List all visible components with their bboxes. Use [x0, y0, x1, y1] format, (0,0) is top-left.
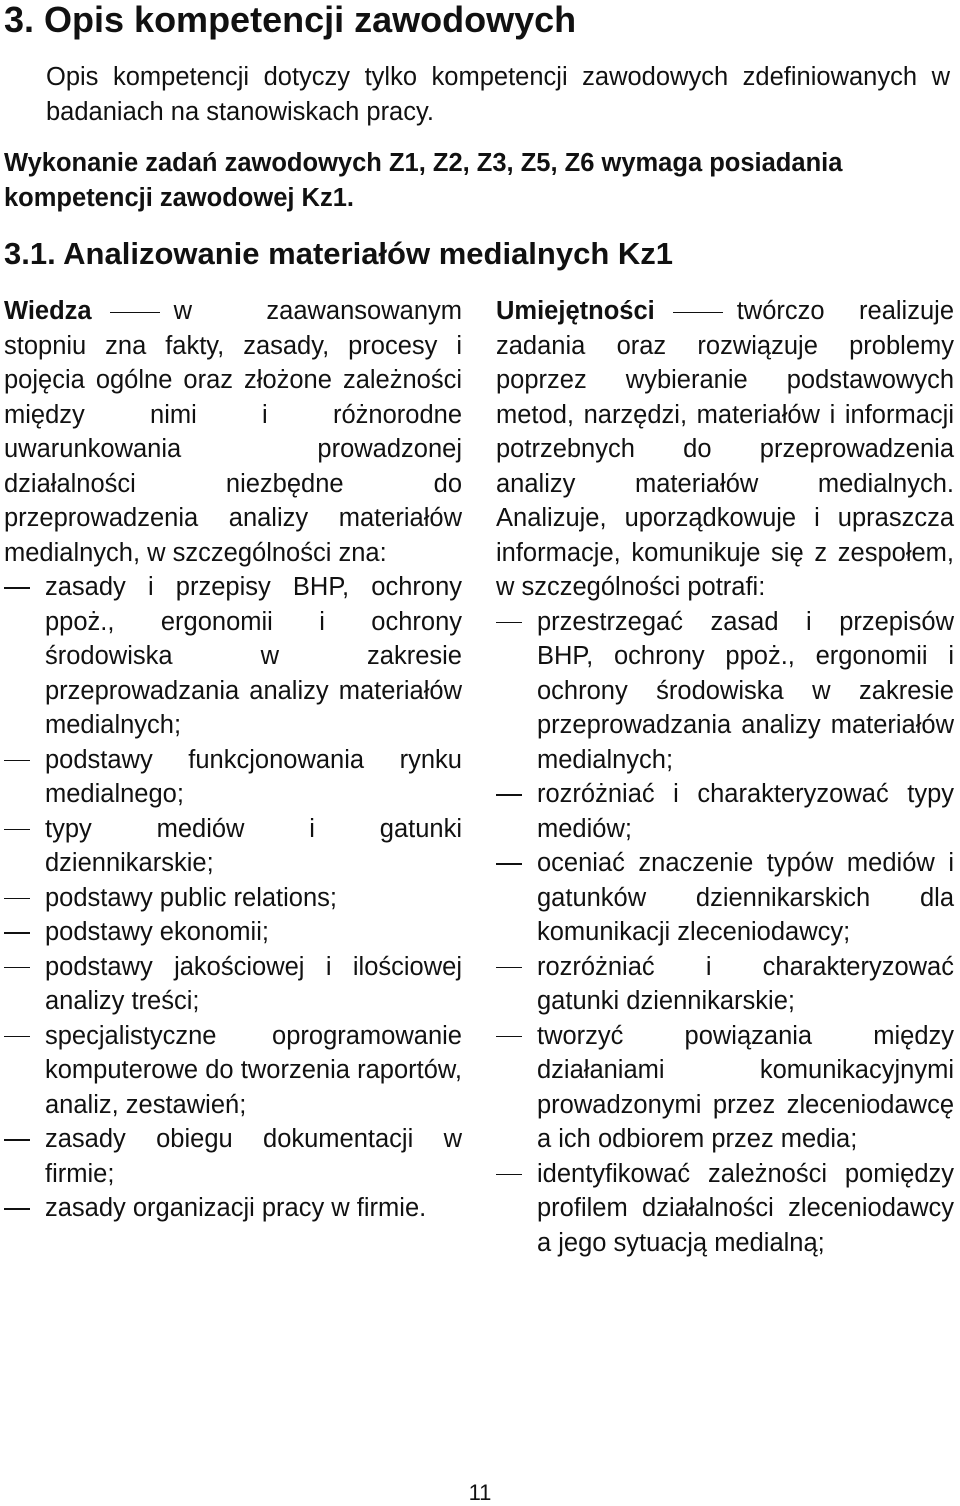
dash-bullet [496, 967, 522, 969]
page-heading: 3. Opis kompetencji zawodowych [4, 0, 577, 40]
knowledge-text: w zaawansowanym stopniu zna fakty, zasady, procesy i pojęcia ogólne oraz złożone zależności między nimi i różnorodne uwarunkowania prowadzonej działalności niezbędne do przeprowadzenia analizy materiałów medialnych, w szczególności zna: [4, 297, 462, 567]
dash-bullet [4, 587, 30, 589]
skills-intro [496, 294, 954, 605]
dash-bullet [496, 622, 522, 624]
list-item: podstawy jakościowej i ilościowej analizy treści; [4, 950, 462, 1019]
list-item: identyfikować zależności pomiędzy profilem działalności zleceniodawcy a jego sytuacją medialną; [496, 1157, 954, 1261]
list-item: tworzyć powiązania między działaniami komunikacyjnymi prowadzonymi przez zleceniodawcę a ich odbiorem przez media; [496, 1019, 954, 1157]
dash-bullet [4, 829, 30, 831]
list-item: oceniać znaczenie typów mediów i gatunków dziennikarskich dla komunikacji zleceniodawcy; [496, 846, 954, 950]
dash-bullet [4, 1139, 30, 1141]
list-item: podstawy funkcjonowania rynku medialnego; [4, 743, 462, 812]
dash-bullet [4, 1208, 30, 1210]
knowledge-column [4, 294, 462, 1226]
list-item: zasady obiegu dokumentacji w firmie; [4, 1122, 462, 1191]
section-subheading: 3.1. Analizowanie materiałów medialnych Kz1 [4, 236, 674, 271]
list-item: specjalistyczne oprogramowanie komputerowe do tworzenia raportów, analiz, zestawień; [4, 1019, 462, 1123]
dash-bullet [4, 1036, 30, 1038]
intro-paragraph: Opis kompetencji dotyczy tylko kompetencji zawodowych zdefiniowanych w badaniach na stanowiskach pracy. [46, 63, 950, 126]
list-item: typy mediów i gatunki dziennikarskie; [4, 812, 462, 881]
em-dash [673, 312, 723, 314]
dash-bullet [4, 967, 30, 969]
dash-bullet [496, 794, 522, 796]
knowledge-intro [4, 294, 462, 570]
dash-bullet [496, 1174, 522, 1176]
skills-lead: Umiejętności [496, 297, 655, 325]
knowledge-lead: Wiedza [4, 297, 92, 325]
list-item: podstawy ekonomii; [4, 915, 462, 950]
list-item: zasady i przepisy BHP, ochrony ppoż., ergonomii i ochrony środowiska w zakresie przeprowadzania analizy materiałów medialnych; [4, 570, 462, 743]
page-number: 11 [468, 1480, 492, 1505]
em-dash [110, 312, 160, 314]
list-item: przestrzegać zasad i przepisów BHP, ochrony ppoż., ergonomii i ochrony środowiska w zakresie przeprowadzania analizy materiałów medialnych; [496, 605, 954, 778]
skills-list [496, 605, 954, 1261]
dash-bullet [4, 898, 30, 900]
knowledge-list [4, 570, 462, 1226]
skills-text: twórczo realizuje zadania oraz rozwiązuje problemy poprzez wybieranie podstawowych metod, narzędzi, materiałów i informacji potrzebnych do przeprowadzenia analizy materiałów medialnych. Analizuje, uporządkowuje i upraszcza informacje, komunikuje się z zespołem, w szczególności potrafi: [496, 297, 954, 601]
requirement-paragraph: Wykonanie zadań zawodowych Z1, Z2, Z3, Z5, Z6 wymaga posiadania kompetencji zawodowej Kz1. [4, 149, 843, 212]
list-item: rozróżniać i charakteryzować gatunki dziennikarskie; [496, 950, 954, 1019]
skills-column [496, 294, 954, 1260]
dash-bullet [4, 932, 30, 934]
list-item: podstawy public relations; [4, 881, 462, 916]
dash-bullet [496, 863, 522, 865]
dash-bullet [496, 1036, 522, 1038]
dash-bullet [4, 760, 30, 762]
list-item: rozróżniać i charakteryzować typy mediów; [496, 777, 954, 846]
list-item: zasady organizacji pracy w firmie. [4, 1191, 462, 1226]
